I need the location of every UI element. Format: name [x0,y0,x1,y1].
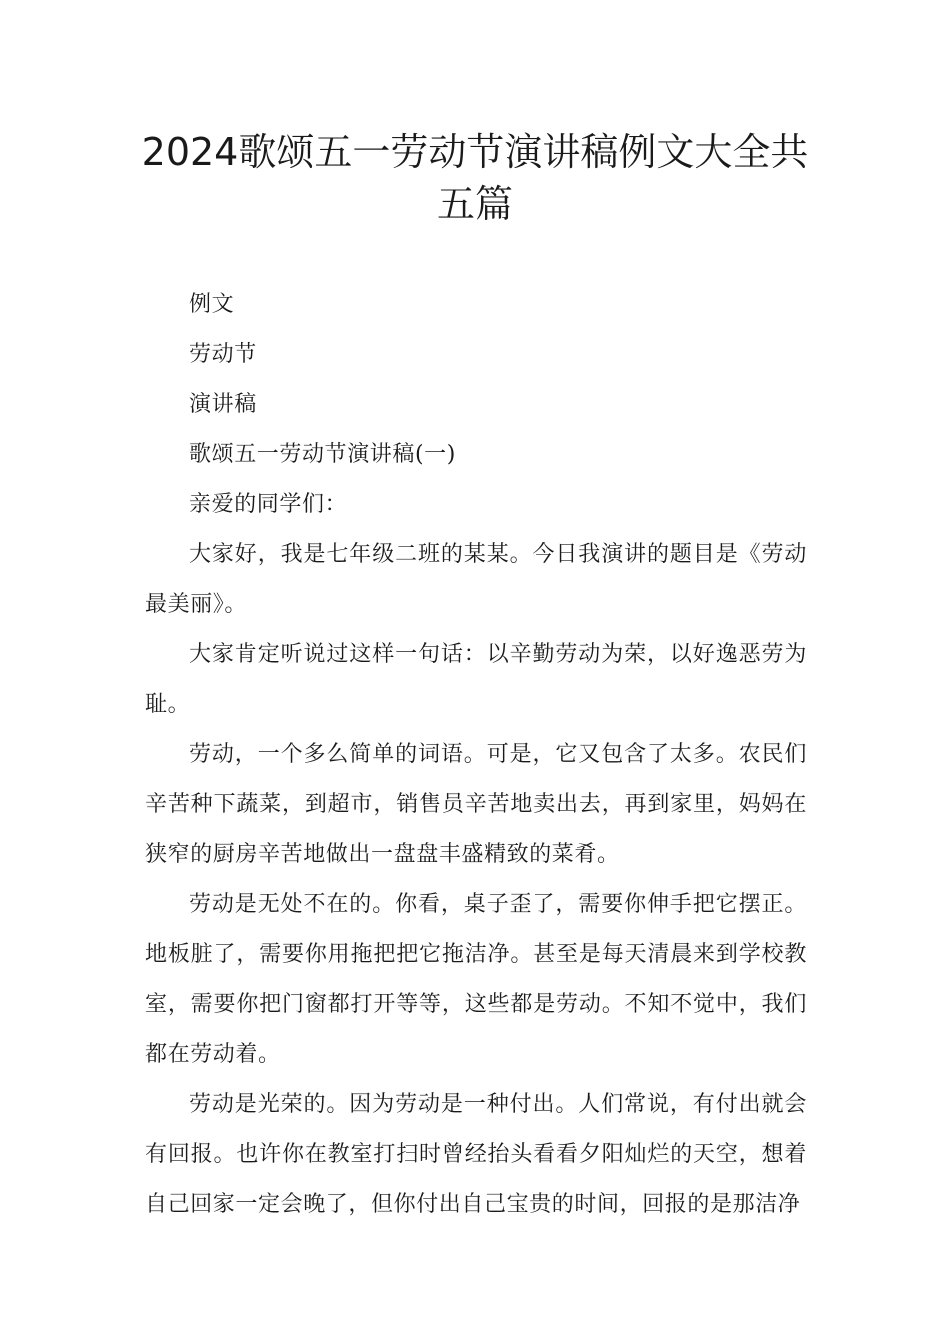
paragraph: 大家好，我是七年级二班的某某。今日我演讲的题目是《劳动最美丽》。 [145,542,807,617]
paragraph-keyword-example: 例文 [189,292,235,317]
paragraph: 大家肯定听说过这样一句话：以辛勤劳动为荣，以好逸恶劳为耻。 [145,642,807,717]
paragraph-salutation: 亲爱的同学们： [189,492,348,517]
paragraph-keyword-speech: 演讲稿 [189,392,257,417]
document-body [145,280,807,1230]
document-title-line-2: 五篇 [436,182,513,226]
document-title-line-1: 2024歌颂五一劳动节演讲稿例文大全共 [141,130,809,174]
paragraph-keyword-labor-day: 劳动节 [189,342,257,367]
paragraph: 劳动是无处不在的。你看，桌子歪了，需要你伸手把它摆正。地板脏了，需要你用拖把把它拖洁净。甚至是每天清晨来到学校教室，需要你把门窗都打开等等，这些都是劳动。不知不觉中，我们都在劳动着。 [145,892,807,1067]
paragraph: 劳动，一个多么简单的词语。可是，它又包含了太多。农民们辛苦种下蔬菜，到超市，销售员辛苦地卖出去，再到家里，妈妈在狭窄的厨房辛苦地做出一盘盘丰盛精致的菜肴。 [145,742,807,867]
section-heading: 歌颂五一劳动节演讲稿(一) [189,442,456,467]
paragraph: 劳动是光荣的。因为劳动是一种付出。人们常说，有付出就会有回报。也许你在教室打扫时曾经抬头看看夕阳灿烂的天空，想着自己回家一定会晚了，但你付出自己宝贵的时间，回报的是那洁净 [145,1092,807,1217]
document-title [140,126,810,230]
